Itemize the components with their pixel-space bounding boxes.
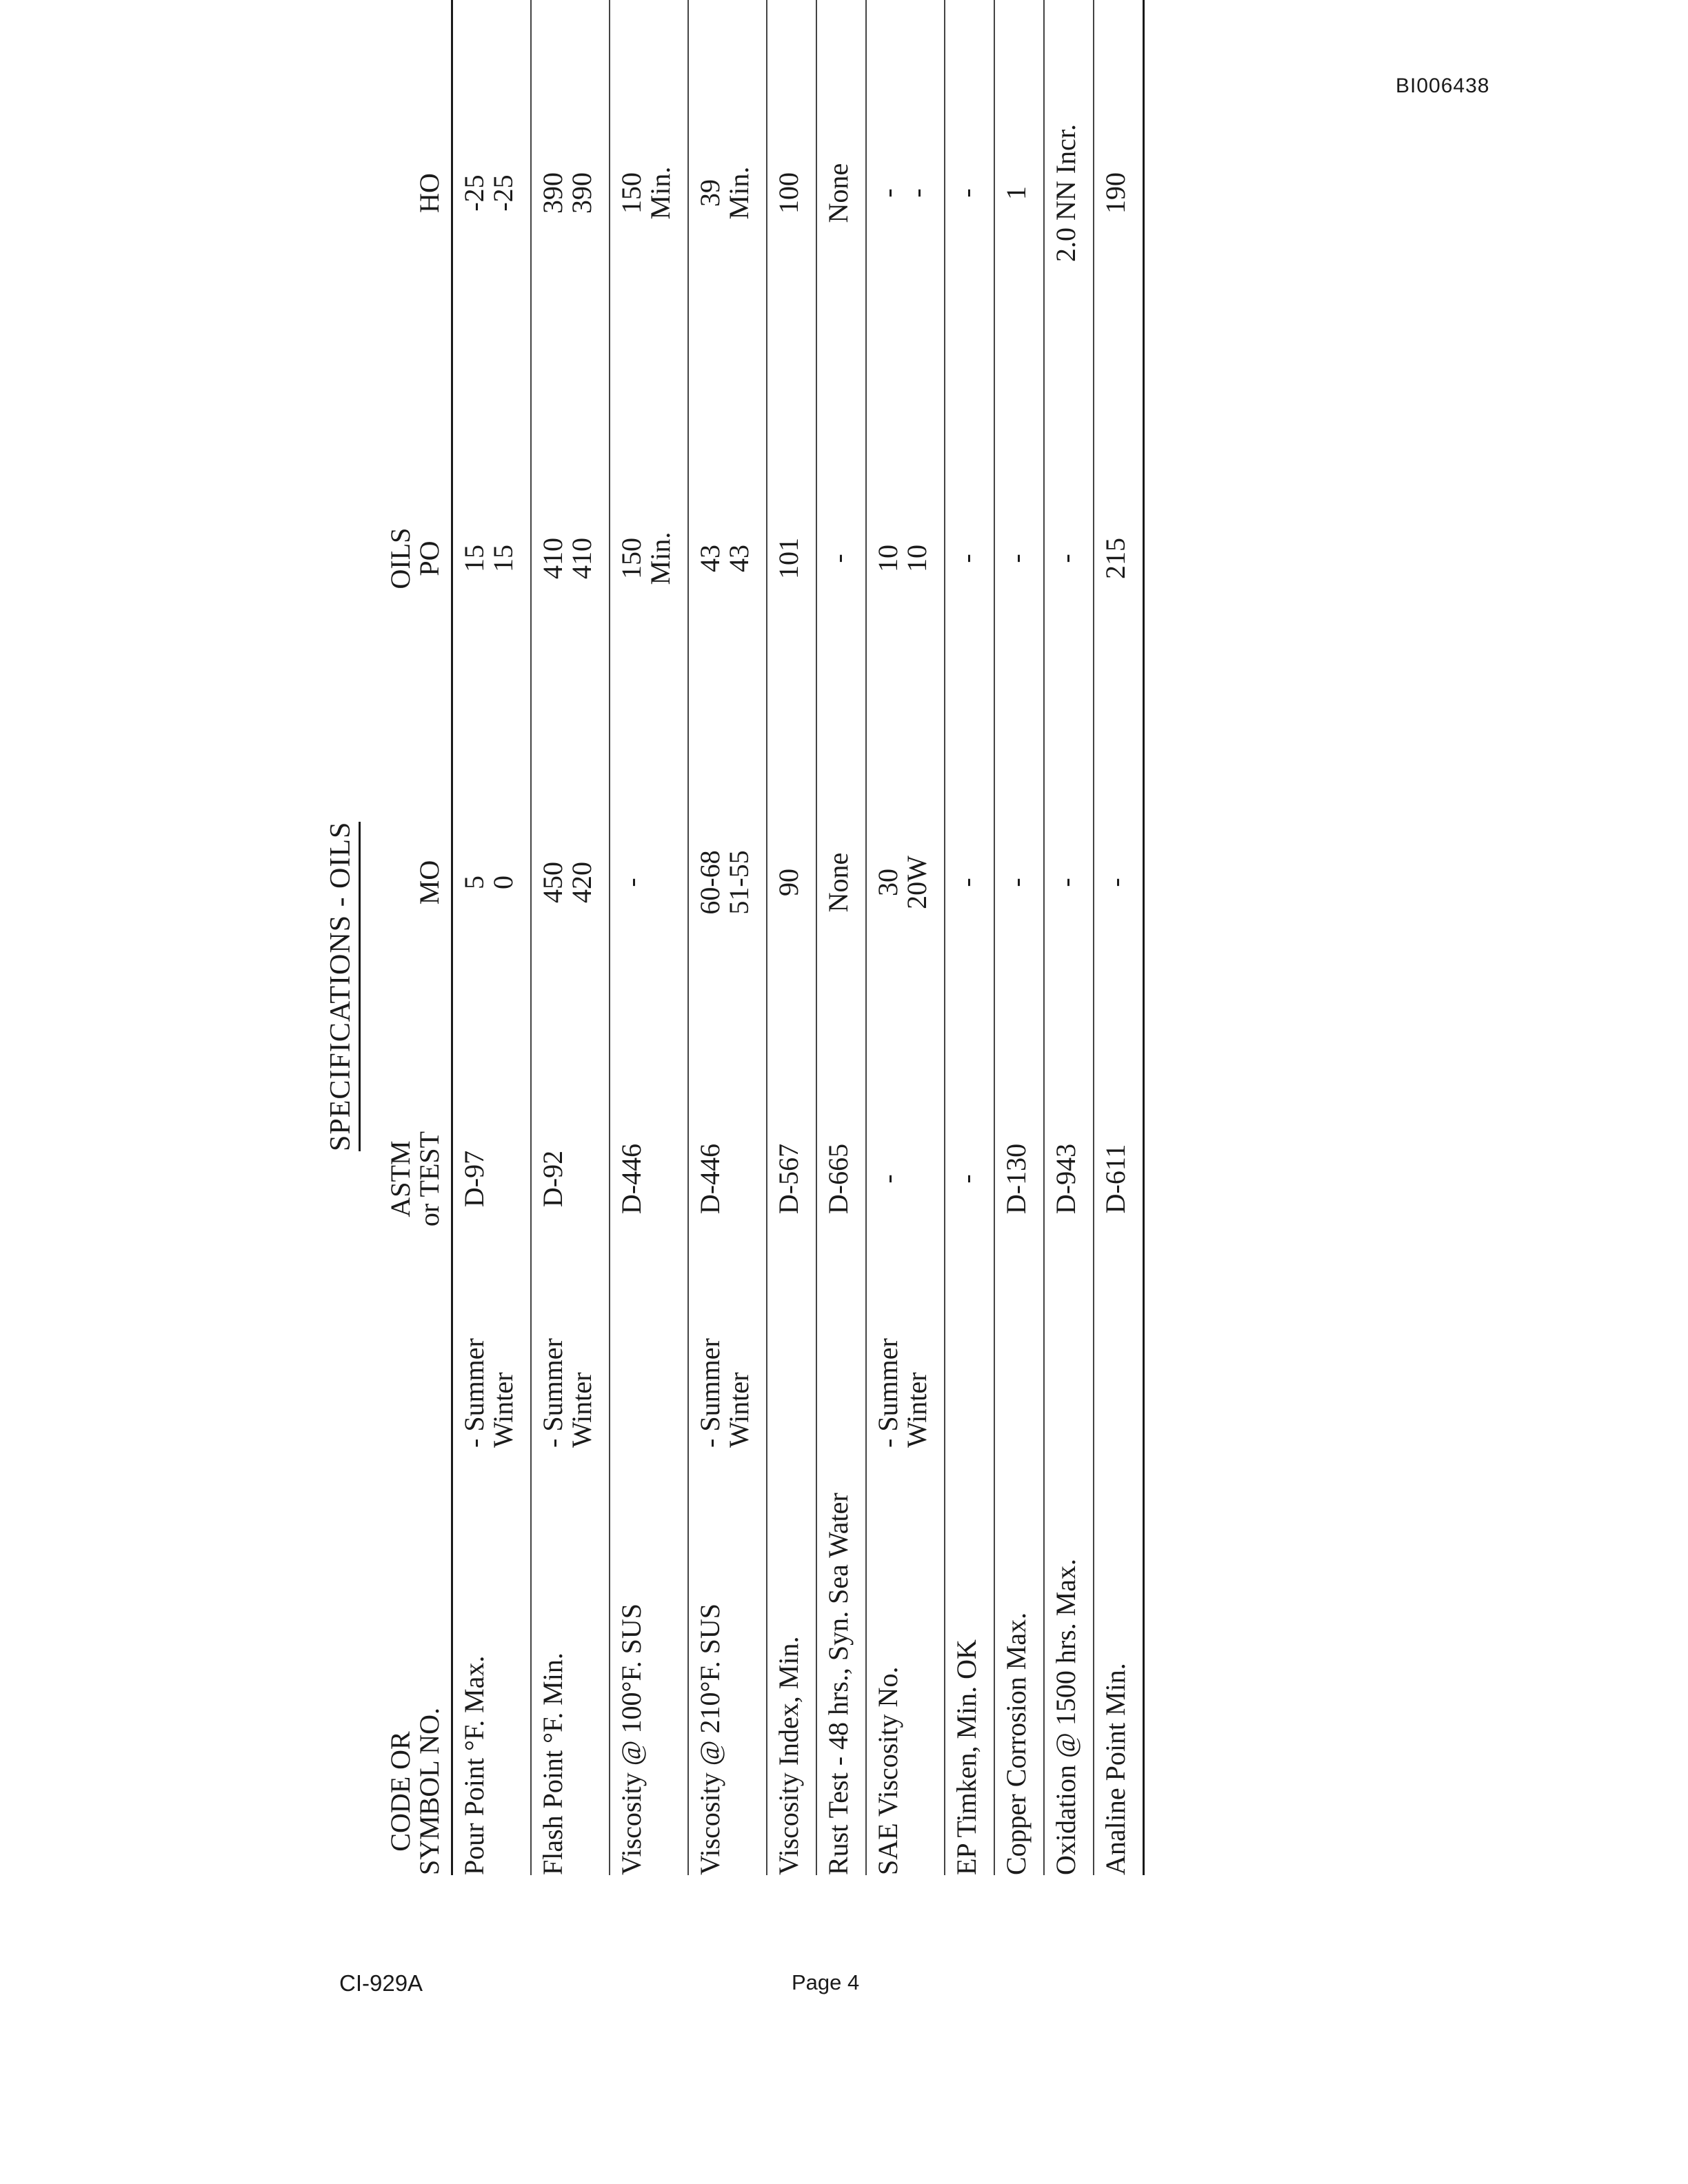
ho-value-line: 390 [566, 172, 597, 214]
mo-value-line: 5 [459, 876, 490, 889]
ho-value [994, 0, 1044, 427]
ho-value [866, 0, 945, 427]
mo-value-line: 20W [901, 856, 932, 909]
table-row [994, 0, 1044, 1875]
table-row [1044, 0, 1094, 1875]
ho-value [688, 0, 767, 427]
po-value-line: - [1001, 554, 1032, 563]
po-value-line: 150 [616, 538, 647, 579]
season-label-line: - Summer [694, 1338, 725, 1448]
po-value [866, 427, 945, 689]
mo-value [816, 689, 866, 1075]
table-row [816, 0, 866, 1875]
po-value [610, 427, 688, 689]
table-row [610, 0, 688, 1875]
ho-value [816, 0, 866, 427]
po-value-line: Min. [645, 532, 676, 585]
ho-value-line: - [901, 188, 932, 198]
ho-value-line: Min. [723, 166, 754, 220]
season-label [452, 1282, 532, 1448]
ho-value [767, 0, 816, 427]
po-value-line: - [1050, 554, 1081, 563]
season-label-line: - Summer [537, 1338, 568, 1448]
po-value-line: - [823, 554, 854, 563]
astm-test: D-92 [531, 1075, 610, 1282]
mo-value-line: - [1100, 878, 1131, 887]
ho-value [945, 0, 994, 427]
ho-value-line: -25 [488, 174, 519, 212]
po-value-line: 410 [537, 538, 568, 579]
spec-name: Viscosity @ 210°F. SUS [688, 1448, 767, 1875]
astm-test: D-446 [688, 1075, 767, 1282]
table-row [688, 0, 767, 1875]
table-row [452, 0, 532, 1875]
header-ho: HO [386, 0, 452, 427]
po-value-line: 410 [566, 538, 597, 579]
page-number: Page 4 [792, 1970, 860, 1994]
ho-value-line: 390 [537, 172, 568, 214]
mo-value-line: 60-68 [694, 850, 725, 915]
astm-test: D-665 [816, 1075, 866, 1282]
po-value-line: 101 [773, 538, 804, 579]
ho-value-line: - [872, 188, 903, 198]
mo-value [610, 689, 688, 1075]
astm-test: D-943 [1044, 1075, 1094, 1282]
header-code [386, 1448, 452, 1875]
spec-name: EP Timken, Min. OK [945, 1448, 994, 1875]
season-label [816, 1282, 866, 1448]
spec-name: Viscosity Index, Min. [767, 1448, 816, 1875]
ho-value [531, 0, 610, 427]
season-label [866, 1282, 945, 1448]
season-label [945, 1282, 994, 1448]
astm-test: D-97 [452, 1075, 532, 1282]
po-value-line: 15 [488, 545, 519, 572]
table-header-row [386, 0, 452, 1875]
po-value [816, 427, 866, 689]
season-label-line: Winter [566, 1372, 597, 1448]
header-astm [386, 1075, 452, 1282]
ho-value [452, 0, 532, 427]
header-po [386, 427, 452, 689]
po-value-line: - [951, 554, 982, 563]
season-label [688, 1282, 767, 1448]
mo-value-line: 450 [537, 862, 568, 903]
ho-value [1044, 0, 1094, 427]
season-label [994, 1282, 1044, 1448]
mo-value-line: None [823, 852, 854, 913]
table-row [945, 0, 994, 1875]
astm-test: D-567 [767, 1075, 816, 1282]
po-value [452, 427, 532, 689]
ho-value-line: 100 [773, 172, 804, 214]
page-title: SPECIFICATIONS - OILS [324, 822, 361, 1151]
po-value [767, 427, 816, 689]
header-blank [386, 1282, 452, 1448]
ho-value-line: Min. [645, 166, 676, 220]
astm-test: - [866, 1075, 945, 1282]
header-astm-line2: or TEST [414, 1131, 445, 1227]
ho-value-line: 39 [694, 179, 725, 207]
season-label [767, 1282, 816, 1448]
mo-value [767, 689, 816, 1075]
po-value [945, 427, 994, 689]
mo-value [945, 689, 994, 1075]
form-code: CI-929A [339, 1970, 423, 1996]
mo-value [1044, 689, 1094, 1075]
mo-value-line: 420 [566, 862, 597, 903]
spec-name: Copper Corrosion Max. [994, 1448, 1044, 1875]
ho-value [610, 0, 688, 427]
mo-value [1094, 689, 1144, 1075]
season-label [610, 1282, 688, 1448]
astm-test: D-611 [1094, 1075, 1144, 1282]
spec-name: Analine Point Min. [1094, 1448, 1144, 1875]
mo-value-line: - [1050, 878, 1081, 887]
mo-value [866, 689, 945, 1075]
header-mo: MO [386, 689, 452, 1075]
header-po-label: PO [414, 540, 445, 576]
ho-value [1094, 0, 1144, 427]
ho-value-line: - [951, 188, 982, 198]
ho-value-line: 150 [616, 172, 647, 214]
po-value [531, 427, 610, 689]
rotated-spec-table-block [324, 0, 1234, 1875]
season-label-line: Winter [488, 1372, 519, 1448]
ho-value-line: 190 [1100, 172, 1131, 214]
mo-value [452, 689, 532, 1075]
header-astm-line1: ASTM [385, 1140, 416, 1217]
spec-table [386, 0, 1145, 1875]
astm-test: - [945, 1075, 994, 1282]
po-value [1044, 427, 1094, 689]
mo-value-line: - [616, 878, 647, 887]
po-value-line: 15 [459, 545, 490, 572]
mo-value-line: 51-55 [723, 850, 754, 915]
season-label-line: Winter [723, 1372, 754, 1448]
spec-name: Rust Test - 48 hrs., Syn. Sea Water [816, 1448, 866, 1875]
po-value [994, 427, 1044, 689]
season-label [531, 1282, 610, 1448]
table-row [866, 0, 945, 1875]
season-label-line: - Summer [872, 1338, 903, 1448]
ho-value-line: 1 [1001, 186, 1032, 200]
mo-value-line: 30 [872, 869, 903, 896]
spec-table-body [452, 0, 1144, 1875]
po-value [688, 427, 767, 689]
spec-name: SAE Viscosity No. [866, 1448, 945, 1875]
mo-value-line: - [951, 878, 982, 887]
season-label [1094, 1282, 1144, 1448]
mo-value [994, 689, 1044, 1075]
season-label [1044, 1282, 1094, 1448]
mo-value [531, 689, 610, 1075]
po-value-line: 43 [723, 545, 754, 572]
po-value-line: 10 [901, 545, 932, 572]
season-label-line: Winter [901, 1372, 932, 1448]
spec-name: Viscosity @ 100°F. SUS [610, 1448, 688, 1875]
po-value-line: 43 [694, 545, 725, 572]
astm-test: D-130 [994, 1075, 1044, 1282]
ho-value-line: 2.0 NN Incr. [1050, 124, 1081, 262]
ho-value-line: -25 [459, 174, 490, 212]
header-code-line1: CODE OR [385, 1731, 416, 1852]
spec-name: Oxidation @ 1500 hrs. Max. [1044, 1448, 1094, 1875]
mo-value-line: 90 [773, 869, 804, 896]
mo-value-line: 0 [488, 876, 519, 889]
po-value-line: 215 [1100, 538, 1131, 579]
table-row [767, 0, 816, 1875]
po-value-line: 10 [872, 545, 903, 572]
document-id: BI006438 [1396, 74, 1490, 97]
header-code-line2: SYMBOL NO. [414, 1708, 445, 1875]
spec-name: Flash Point °F. Min. [531, 1448, 610, 1875]
season-label-line: - Summer [459, 1338, 490, 1448]
mo-value-line: - [1001, 878, 1032, 887]
table-row [1094, 0, 1144, 1875]
mo-value [688, 689, 767, 1075]
table-row [531, 0, 610, 1875]
astm-test: D-446 [610, 1075, 688, 1282]
po-value [1094, 427, 1144, 689]
header-oils-group: OILS [385, 527, 416, 589]
ho-value-line: None [823, 163, 854, 223]
spec-name: Pour Point °F. Max. [452, 1448, 532, 1875]
